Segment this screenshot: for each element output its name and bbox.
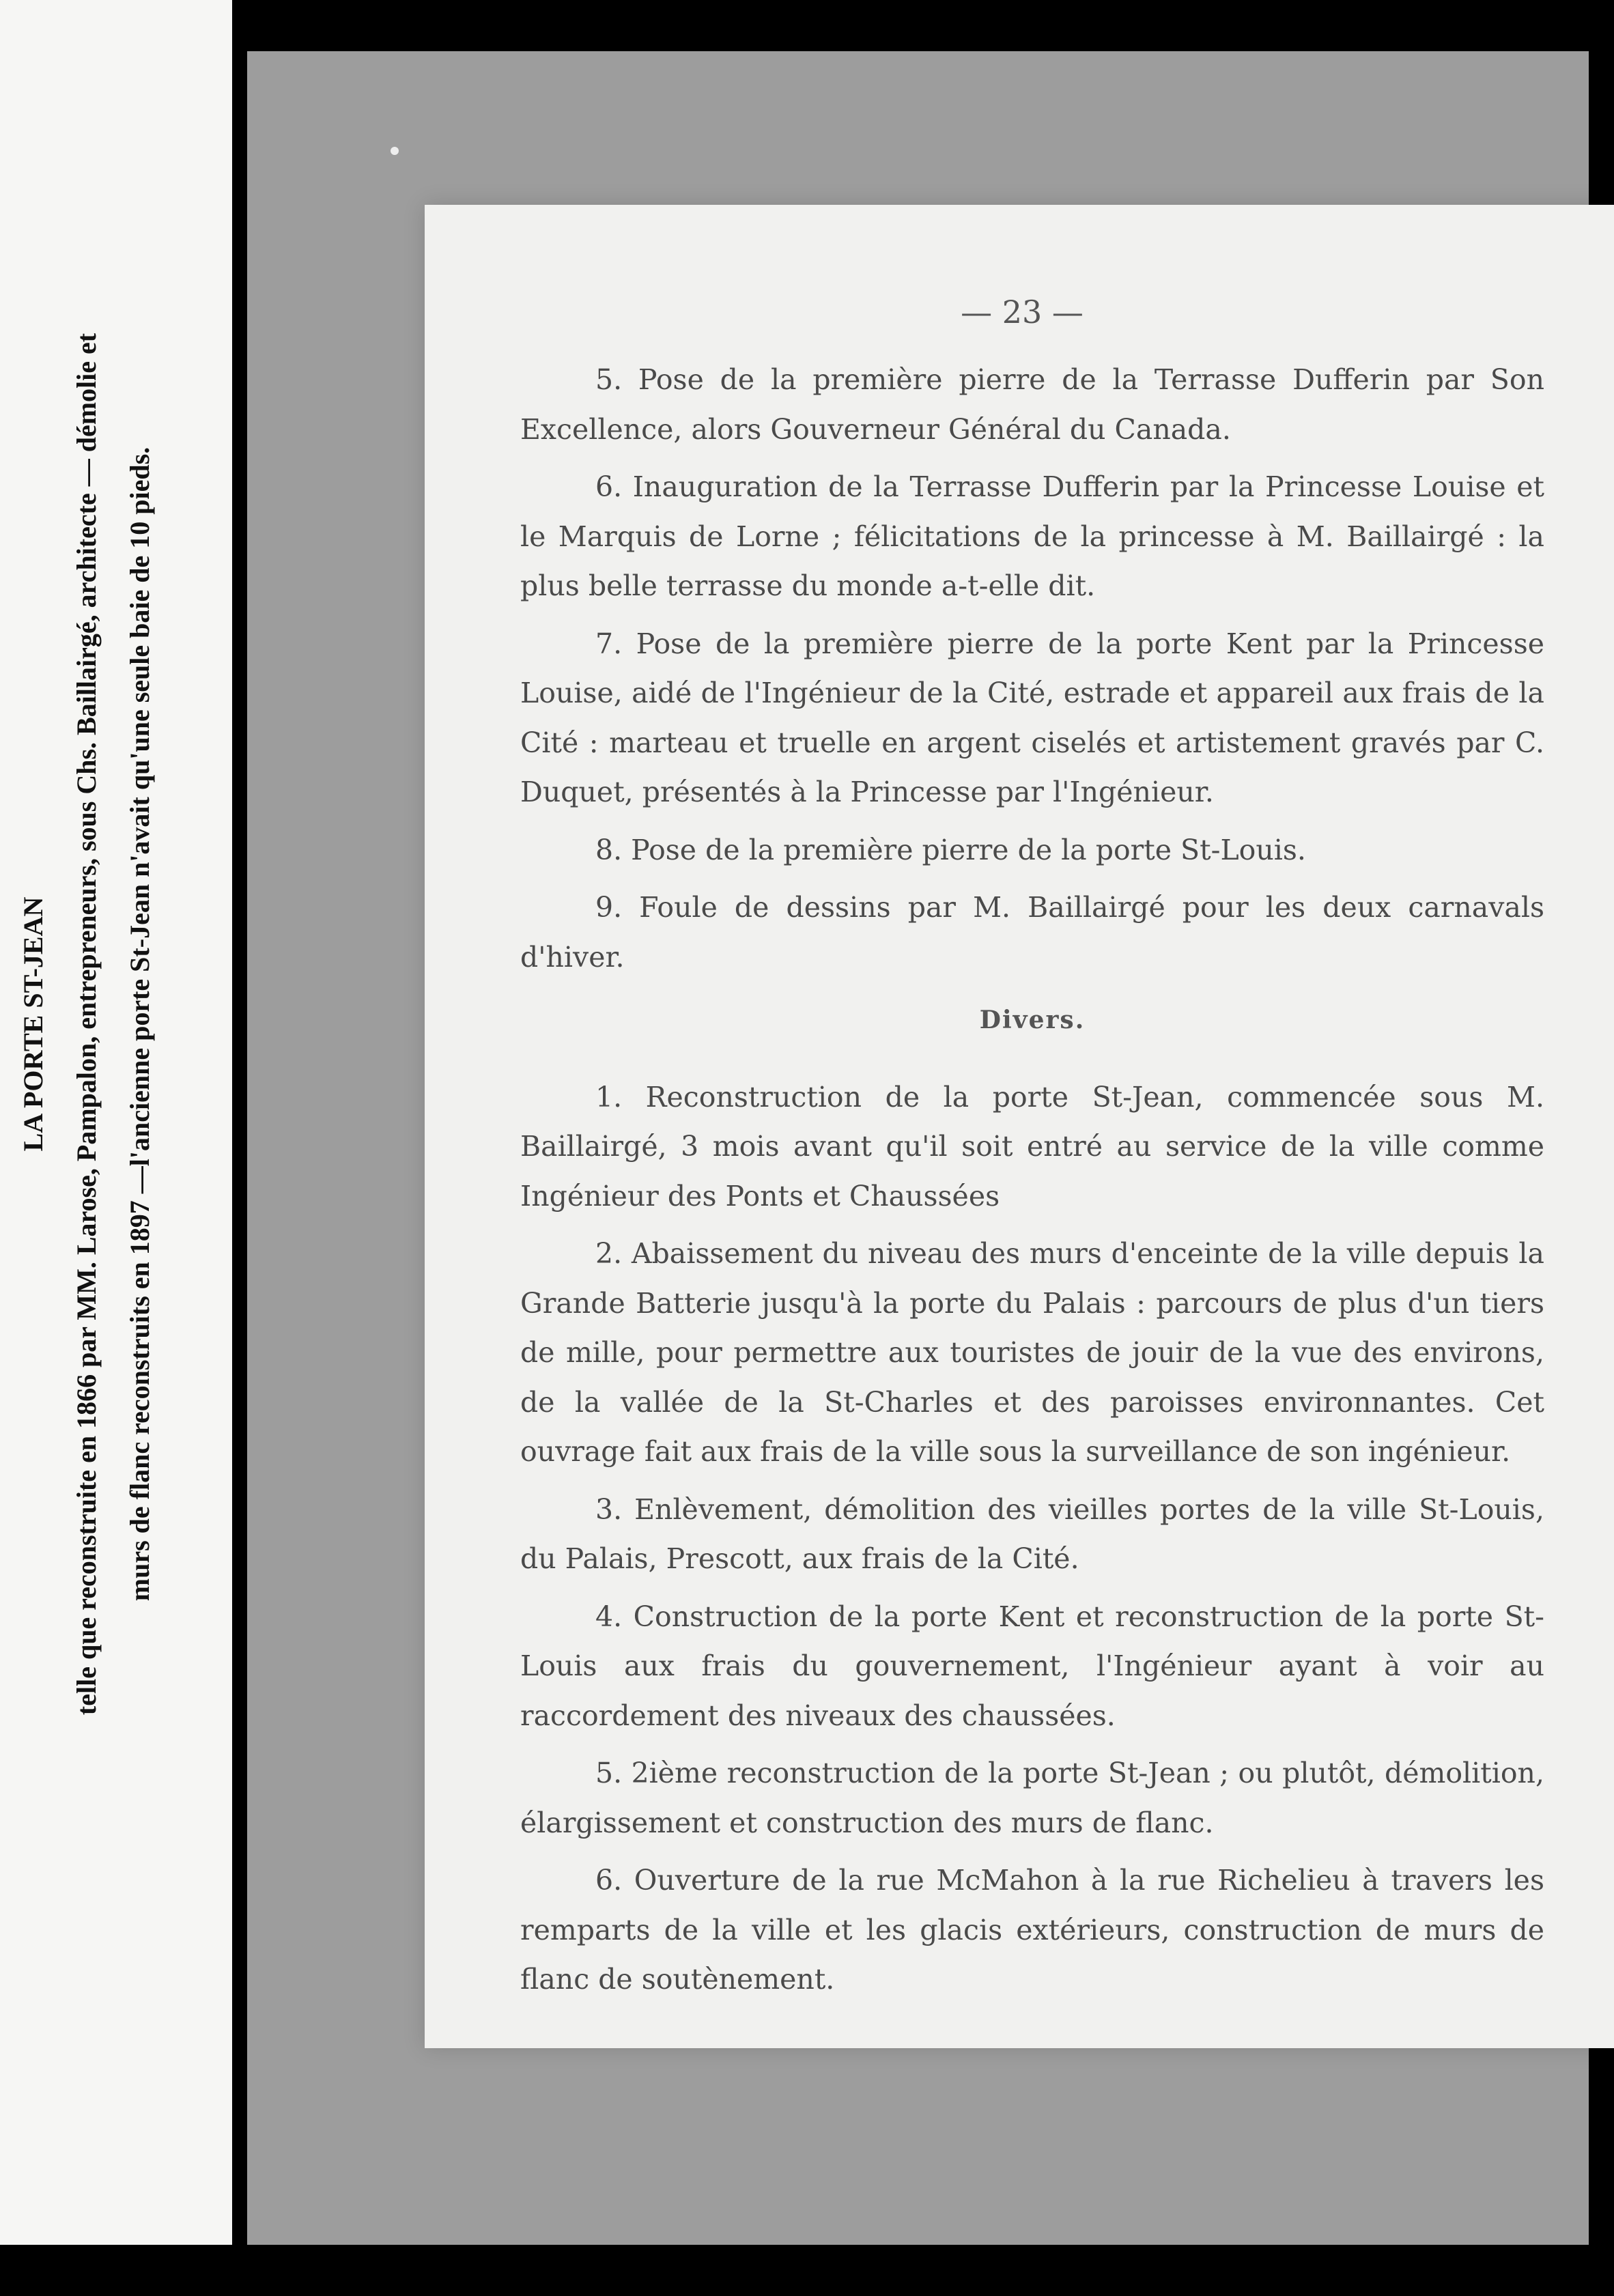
caption-line-2: murs de flanc reconstruits en 1897 —l'ancienne porte St-Jean n'avait qu'une seule baie de 10 pieds.	[124, 447, 155, 1602]
caption-strip	[0, 0, 232, 2245]
paragraph: 9. Foule de dessins par M. Baillairgé pour les deux carnavals d'hiver.	[520, 891, 1544, 974]
caption-line-1: telle que reconstruite en 1866 par MM. Larose, Pampalon, entrepreneurs, sous Chs. Baillairgé, architecte — démolie et	[71, 332, 102, 1716]
page-text	[520, 355, 1544, 2013]
book-page	[425, 205, 1614, 2048]
paragraph: 6. Inauguration de la Terrasse Dufferin par la Princesse Louise et le Marquis de Lorne ; félicitations de la princesse à M. Baillairgé : la plus belle terrasse du monde a-t-elle dit.	[520, 470, 1544, 602]
paragraph: 3. Enlèvement, démolition des vieilles portes de la ville St-Louis, du Palais, Prescott, aux frais de la Cité.	[520, 1492, 1544, 1575]
caption-title: LA PORTE ST-JEAN	[18, 896, 48, 1152]
paragraph: 2. Abaissement du niveau des murs d'enceinte de la ville depuis la Grande Batterie jusqu'à la porte du Palais : parcours de plus d'un tiers de mille, pour permettre aux touristes de jouir de la vue des environs, de la vallée de la St-Charles et des paroisses environnantes. Cet ouvrage fait aux frais de la ville sous la surveillance de son ingénieur.	[520, 1237, 1544, 1468]
scanned-photo	[247, 51, 1589, 2245]
paragraph: 6. Ouverture de la rue McMahon à la rue Richelieu à travers les remparts de la ville et les glacis extérieurs, construction de murs de flanc de soutènement.	[520, 1864, 1544, 1996]
rotated-caption	[7, 0, 225, 2048]
dust-spot	[391, 147, 399, 155]
paragraph: 4. Construction de la porte Kent et reconstruction de la porte St-Louis aux frais du gouvernement, l'Ingénieur ayant à voir au raccordement des niveaux des chaussées.	[520, 1600, 1544, 1732]
page-number: — 23 —	[961, 294, 1084, 330]
paragraph: 5. 2ième reconstruction de la porte St-Jean ; ou plutôt, démolition, élargissement et construction des murs de flanc.	[520, 1757, 1544, 1839]
paragraph: 7. Pose de la première pierre de la porte Kent par la Princesse Louise, aidé de l'Ingénieur de la Cité, estrade et appareil aux frais de la Cité : marteau et truelle en argent ciselés et artistement gravés par C. Duquet, présentés à la Princesse par l'Ingénieur.	[520, 627, 1544, 808]
section-heading: Divers.	[979, 1006, 1086, 1034]
paragraph: 5. Pose de la première pierre de la Terrasse Dufferin par Son Excellence, alors Gouverneur Général du Canada.	[520, 363, 1544, 446]
paragraph: 1. Reconstruction de la porte St-Jean, commencée sous M. Baillairgé, 3 mois avant qu'il soit entré au service de la ville comme Ingénieur des Ponts et Chaussées	[520, 1080, 1544, 1213]
paragraph: 8. Pose de la première pierre de la porte St-Louis.	[595, 833, 1306, 866]
